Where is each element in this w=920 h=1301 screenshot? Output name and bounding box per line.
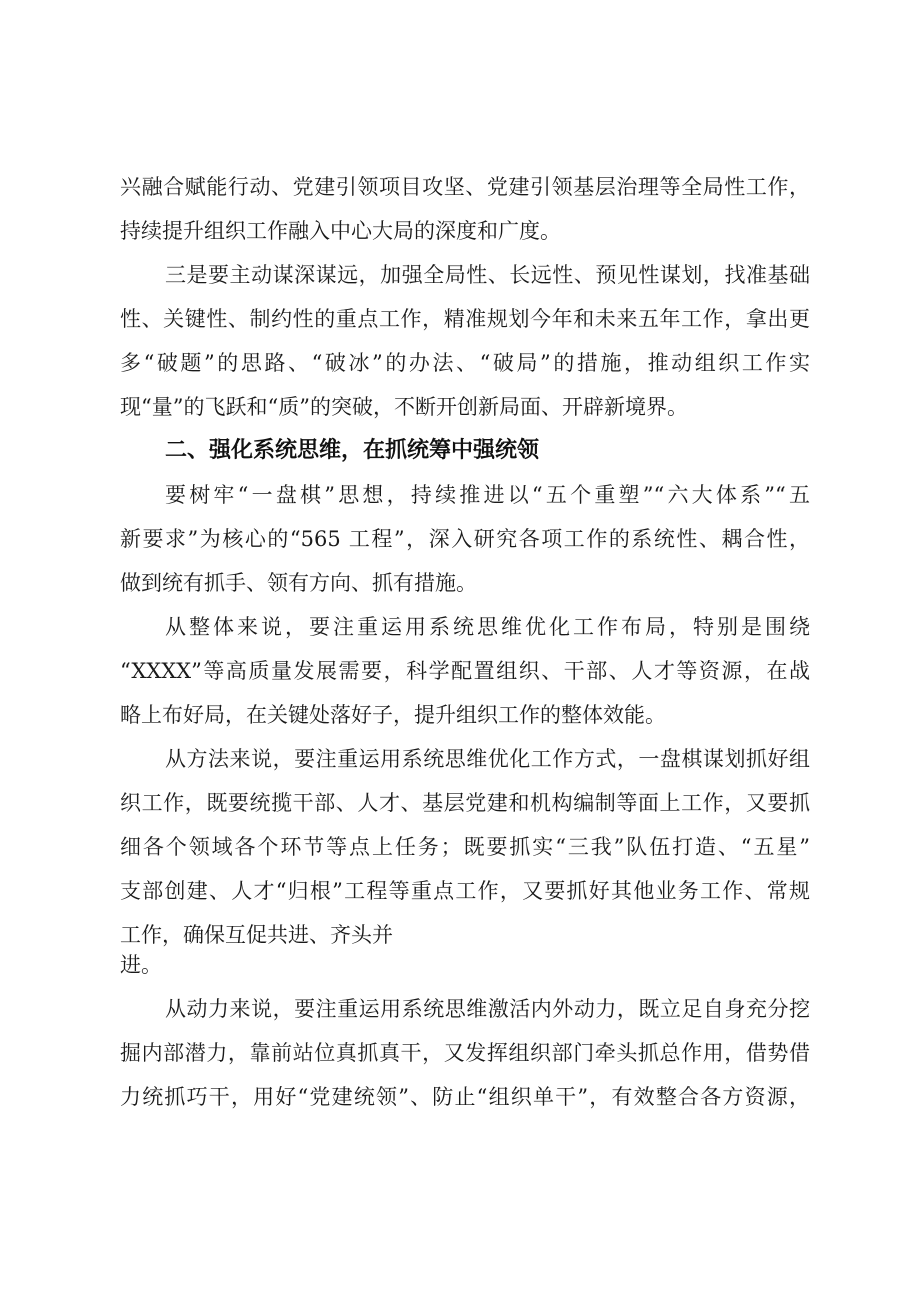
text-line: 支部创建、人才“归根”工程等重点工作，又要抓好其他业务工作、常规 bbox=[120, 879, 810, 903]
text-line: 细各个领域各个环节等点上任务；既要抓实“三我”队伍打造、“五星” bbox=[120, 835, 810, 859]
text-line: 多“破题”的思路、“破冰”的办法、“破局”的措施，推动组织工作实 bbox=[120, 351, 810, 375]
paragraph-first-line: 从动力来说，要注重运用系统思维激活内外动力，既立足自身充分挖 bbox=[165, 997, 810, 1021]
paragraph-first-line: 三是要主动谋深谋远，加强全局性、长远性、预见性谋划，找准基础 bbox=[165, 263, 810, 287]
text-line: 现“量”的飞跃和“质”的突破，不断开创新局面、开辟新境界。 bbox=[120, 395, 688, 419]
text-line: 性、关键性、制约性的重点工作，精准规划今年和未来五年工作，拿出更 bbox=[120, 307, 810, 331]
text-line: 略上布好局，在关键处落好子，提升组织工作的整体效能。 bbox=[120, 703, 666, 727]
paragraph-first-line: 从方法来说，要注重运用系统思维优化工作方式，一盘棋谋划抓好组 bbox=[165, 747, 810, 771]
text-line: 织工作，既要统揽干部、人才、基层党建和机构编制等面上工作，又要抓 bbox=[120, 791, 810, 815]
text-line: “XXXX”等高质量发展需要，科学配置组织、干部、人才等资源，在战 bbox=[120, 659, 810, 683]
text-line: 兴融合赋能行动、党建引领项目攻坚、党建引领基层治理等全局性工作， bbox=[120, 175, 810, 199]
paragraph-first-line: 从整体来说，要注重运用系统思维优化工作布局，特别是围绕 bbox=[165, 615, 810, 639]
text-line: 工作，确保互促共进、齐头并 bbox=[120, 923, 393, 947]
text-line: 新要求”为核心的“565 工程”，深入研究各项工作的系统性、耦合性， bbox=[120, 527, 810, 551]
paragraph-first-line: 要树牢“一盘棋”思想，持续推进以“五个重塑”“六大体系”“五 bbox=[165, 483, 810, 507]
text-line: 力统抓巧干，用好“党建统领”、防止“组织单干”，有效整合各方资源， bbox=[120, 1085, 810, 1109]
text-line: 持续提升组织工作融入中心大局的深度和广度。 bbox=[120, 219, 561, 243]
text-line: 做到统有抓手、领有方向、抓有措施。 bbox=[120, 571, 477, 595]
section-heading: 二、强化系统思维，在抓统筹中强统领 bbox=[165, 438, 540, 463]
text-line: 掘内部潜力，靠前站位真抓真干，又发挥组织部门牵头抓总作用，借势借 bbox=[120, 1041, 810, 1065]
text-line: 进。 bbox=[120, 953, 162, 977]
